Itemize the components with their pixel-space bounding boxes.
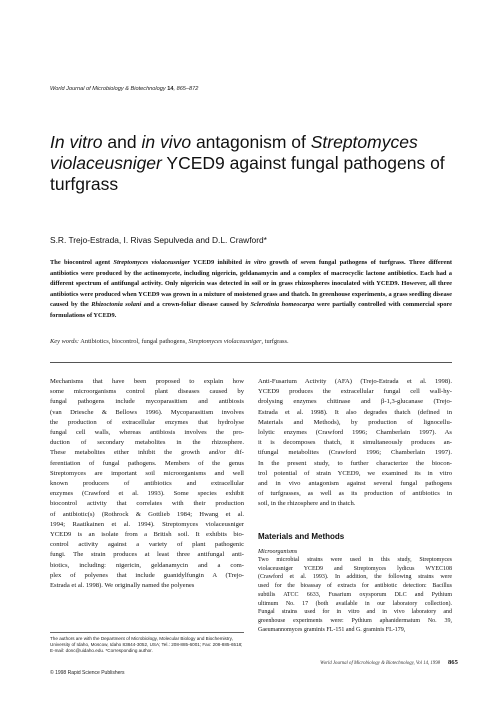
text-line: it is decomposes thatch, it simultaneously produces an-: [258, 439, 452, 447]
text-line: drolysing enzymes chitinase and β-1,3-glucanase (Trejo-: [258, 398, 452, 406]
text-line: Estrada et al. 1998). It also degrades thatch (defined in: [258, 408, 452, 416]
text-line: fungal cell walls, whereas antibiosis involves the pro-: [50, 429, 244, 437]
text-line: Mechanisms that have been proposed to explain how: [50, 378, 244, 385]
text-line: Anti-Fusarium Activity (AFA) (Trejo-Estrada et al. 1998).: [258, 378, 452, 385]
text-line: lolytic enzymes (Crawford 1996; Chamberlain 1997). As: [258, 429, 452, 437]
footnote-divider: [50, 632, 244, 633]
copyright-notice: © 1998 Rapid Science Publishers: [50, 670, 125, 676]
text-line: 1994; Raatikainen et al. 1994). Streptomyces violaceusniger: [50, 520, 244, 528]
journal-citation: World Journal of Microbiology & Biotechnology 14, 865–872: [50, 86, 199, 92]
running-footer: World Journal of Microbiology & Biotechnology, Vol 14, 1998: [320, 661, 440, 666]
text-line: biotics, including: nigericin, geldanamycin and a com-: [50, 561, 244, 569]
text-line: Two microbial strains were used in this study, Streptomyces: [258, 557, 452, 563]
text-line: known producers of antibiotics and extracellular: [50, 480, 244, 488]
author-list: S.R. Trejo-Estrada, I. Rivas Sepulveda and D.L. Crawford*: [50, 235, 267, 245]
text-line: tifungal metabolites (Crawford 1996; Chamberlain 1997).: [258, 449, 452, 457]
section-heading: Materials and Methods: [258, 532, 345, 541]
text-line: YCED9 produces the extracellular fungal cell wall-hy-: [258, 388, 452, 396]
text-line: plex of polyenes that include guanidylfungin A (Trejo-: [50, 571, 244, 579]
text-line: enzymes (Crawford et al. 1993). Some species exhibit: [50, 490, 244, 498]
abstract: The biocontrol agent Streptomyces violaceusniger YCED9 inhibited in vitro growth of seven fungal pathogens of turfgrass. Three different antibiotics were produced by the actinomycete, including nigericin, geldanamycin and a complex of macrocyclic lactone antibiotics. Each had a different spectrum of antifungal activity. Only nigericin was detected in soil or in grass rhizospheres inoculated with YCED9. However, all three antibiotics were produced when YCED9 was grown in a mixture of moistened grass and thatch. In greenhouse experiments, a grass seedling disease caused by the Rhizoctonia solani and a crown-foliar disease caused by Sclerotinia homeocarpa were partially controlled with commercial spore formulations of YCED9.: [50, 259, 453, 319]
text-line: Gaeumannomyces graminis FL-151 and G. graminis FL-179,: [258, 626, 406, 633]
text-line: These metabolites either inhibit the growth and/or dif-: [50, 449, 244, 457]
text-line: control activity against a variety of plant pathogenic: [50, 541, 244, 549]
section-divider: [50, 362, 452, 363]
subsection-heading: Microorganisms: [258, 549, 298, 555]
text-line: ferentiation of fungal pathogens. Members of the genus: [50, 459, 244, 467]
article-title: In vitro and in vivo antagonism of Streptomyces violaceusniger YCED9 against fungal pathogens of turfgrass: [50, 132, 445, 194]
text-line: and in vivo antagonism against several fungal pathogens: [258, 480, 452, 488]
text-line: YCED9 is an isolate from a British soil. It exhibits bio-: [50, 531, 244, 539]
text-line: ultimum No. 17 (both available in our laboratory collection).: [258, 600, 452, 607]
text-line: (Crawford et al. 1993). In addition, the following strains were: [258, 574, 452, 581]
text-line: some microorganisms control plant diseases caused by: [50, 388, 244, 396]
text-line: fungi. The strain produces at least three antifungal anti-: [50, 551, 244, 559]
body-column-left: [50, 377, 244, 591]
author-footnote: The authors are with the Department of Microbiology, Molecular Biology and Biochemistry, University of Idaho, Moscow, Idaho 83844-3052, USA; Tel.: 208-885-6001; Fax: 208-885-6518; E-mail: donc@uidaho.edu. *Corresponding author.: [50, 636, 243, 653]
text-line: trol potential of strain YCED9, we examined its in vitro: [258, 469, 452, 477]
methods-text: [258, 556, 452, 634]
text-line: subtilis ATCC 6633, Fusarium oxysporum DLC and Pythium: [258, 591, 452, 598]
keywords: Key words: Antibiotics, biocontrol, fungal pathogens, Streptomyces violaceusniger, turfgrass.: [50, 338, 289, 345]
text-line: greenhouse experiments were: Pythium aphanidermatum No. 39,: [258, 617, 452, 624]
text-line: (van Driesche & Bellows 1996). Mycoparasitism involves: [50, 408, 244, 416]
body-column-right: [258, 377, 452, 510]
text-line: used for the bioassay of extracts for antibiotic detection: Bacillus: [258, 583, 452, 590]
text-line: fungal pathogens include mycoparasitism and antibiosis: [50, 398, 244, 406]
text-line: of turfgrasses, as well as its production of antibiotics in: [258, 490, 452, 498]
text-line: Streptomyces are important soil microorganisms and well: [50, 469, 244, 477]
text-line: biocontrol activity that correlates with their production: [50, 500, 244, 508]
text-line: soil, in the rhizosphere and in thatch.: [258, 500, 356, 508]
text-line: the production of extracellular enzymes that hydrolyse: [50, 418, 244, 426]
text-line: Estrada et al. 1998). We originally named the polyenes: [50, 582, 195, 590]
text-line: of antibiotic(s) (Rothrock & Gottlieb 1984; Hwang et al.: [50, 510, 244, 518]
text-line: In the present study, to further characterize the biocon-: [258, 459, 452, 467]
page-number: 865: [448, 659, 458, 666]
text-line: Materials and Methods), by production of lignocellu-: [258, 418, 452, 426]
text-line: Fungal strains used for in vitro and in vivo laboratory and: [258, 609, 452, 616]
text-line: duction of secondary metabolites in the rhizosphere.: [50, 439, 244, 447]
text-line: violaceusniger YCED9 and Streptomyces lydicus WYEC108: [258, 565, 452, 572]
